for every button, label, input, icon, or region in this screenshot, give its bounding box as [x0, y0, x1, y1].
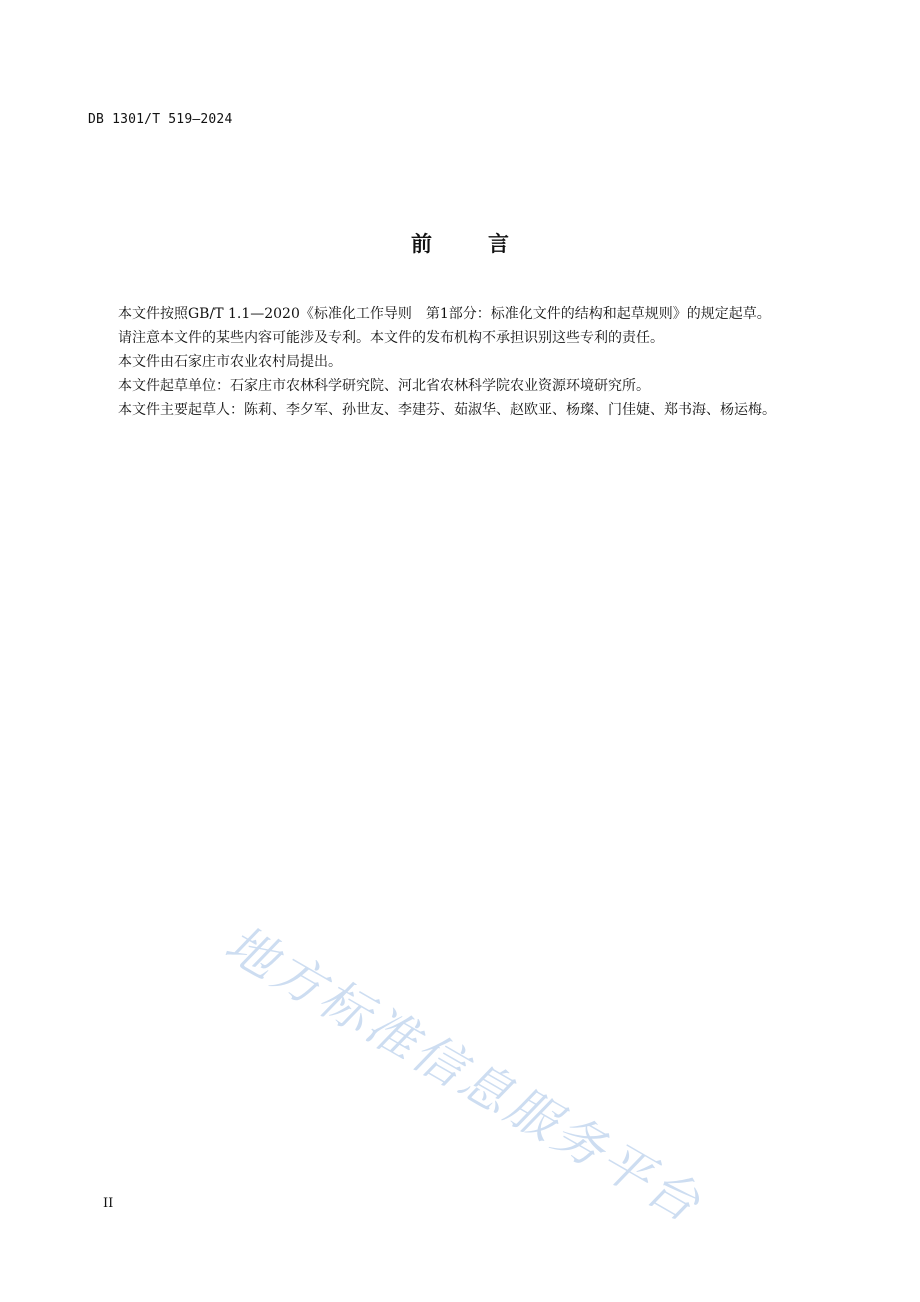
paragraph-patent-notice: 请注意本文件的某些内容可能涉及专利。本文件的发布机构不承担识别这些专利的责任。 — [118, 330, 664, 346]
paragraph-drafters: 本文件主要起草人：陈莉、李夕军、孙世友、李建芬、茹淑华、赵欧亚、杨璨、门佳婕、郑书海、杨运梅。 — [118, 402, 776, 418]
page-title — [0, 228, 920, 260]
watermark: 地方标准信息服务平台 — [215, 914, 713, 1235]
page-number: II — [103, 1196, 114, 1211]
title-char-2: 言 — [488, 232, 509, 256]
document-code: DB 1301/T 519—2024 — [88, 112, 233, 127]
title-char-1: 前 — [411, 232, 432, 256]
paragraph-drafting-basis: 本文件按照GB/T 1.1—2020《标准化工作导则 第1部分：标准化文件的结构和起草规则》的规定起草。 — [118, 306, 771, 322]
paragraph-drafting-units: 本文件起草单位：石家庄市农林科学研究院、河北省农林科学院农业资源环境研究所。 — [118, 378, 650, 394]
paragraph-proposer: 本文件由石家庄市农业农村局提出。 — [118, 354, 342, 370]
foreword-body — [88, 302, 822, 422]
